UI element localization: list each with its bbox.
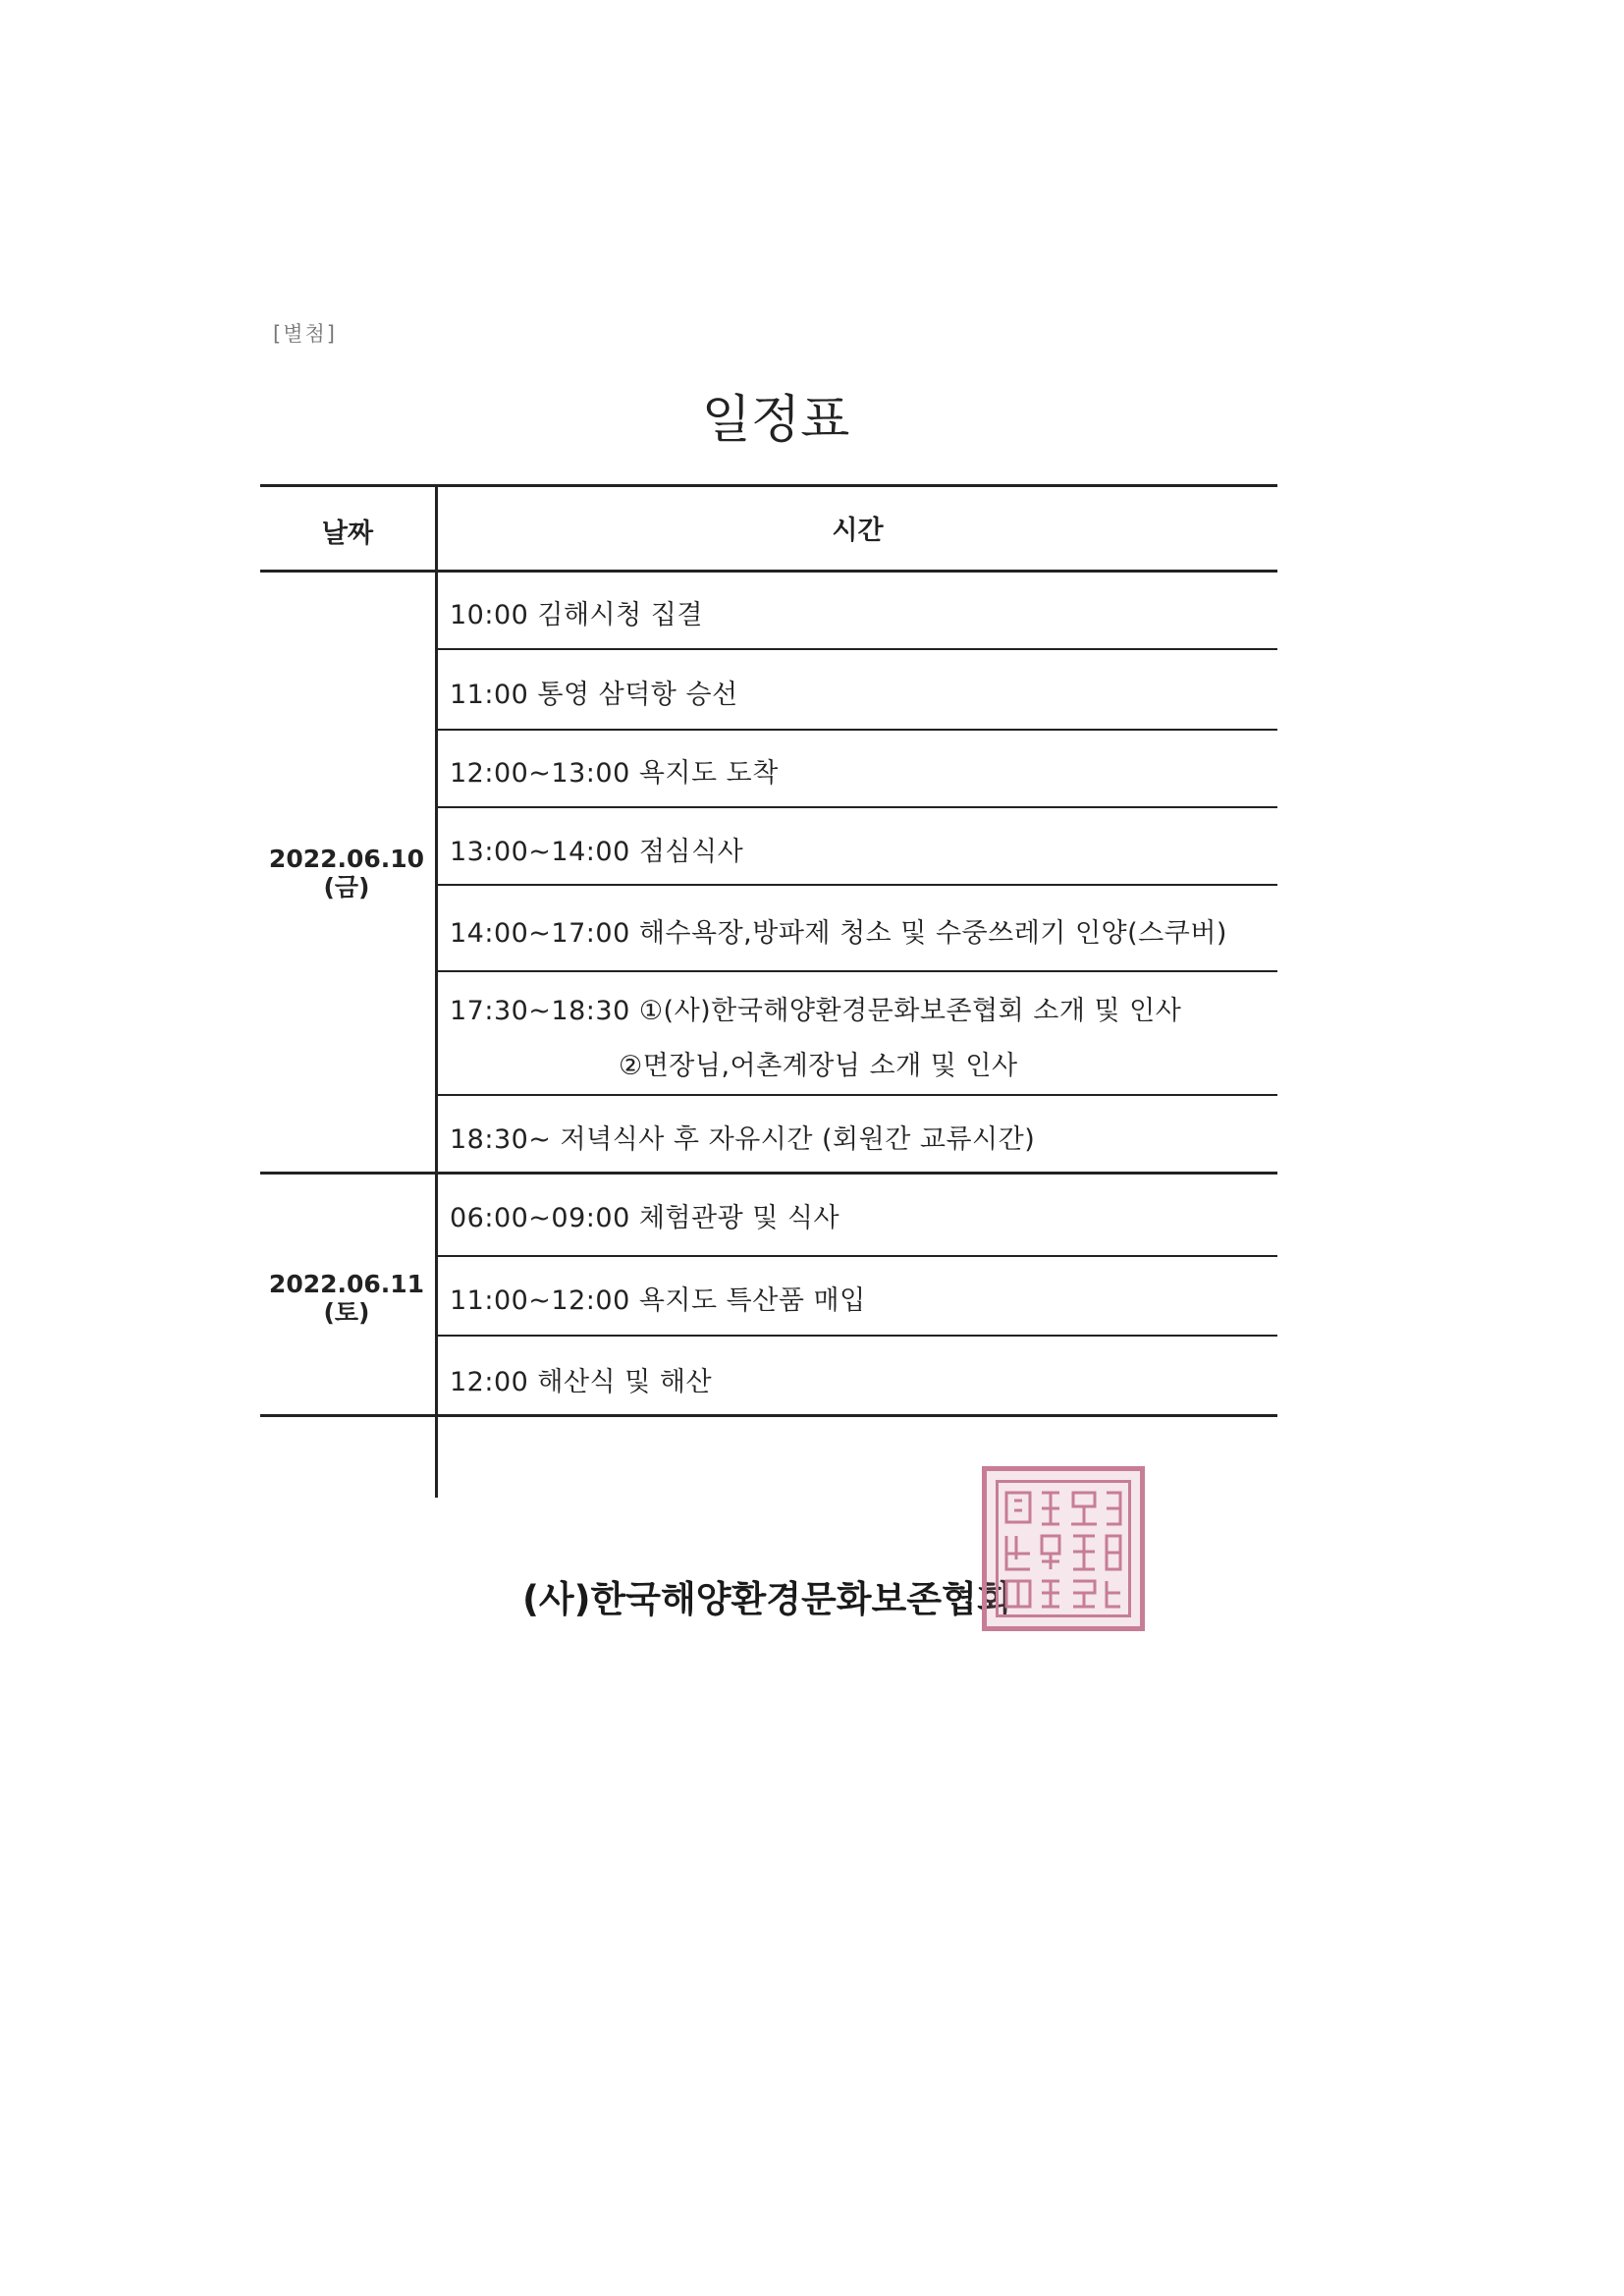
header-bottom-rule bbox=[260, 570, 1277, 573]
schedule-row: 12:00 해산식 및 해산 bbox=[450, 1367, 713, 1397]
date-cell bbox=[263, 845, 430, 902]
date-value: 2022.06.10 bbox=[268, 845, 425, 873]
attachment-label: [별첨] bbox=[273, 322, 337, 346]
row-divider bbox=[437, 806, 1277, 808]
group-divider bbox=[260, 1172, 1277, 1175]
header-date: 날짜 bbox=[321, 519, 374, 549]
schedule-row: 13:00~14:00 점심식사 bbox=[450, 837, 744, 867]
date-value: 2022.06.11 bbox=[268, 1270, 425, 1298]
table-top-rule bbox=[260, 484, 1277, 487]
schedule-row: 10:00 김해시청 집결 bbox=[450, 600, 703, 630]
schedule-row: 06:00~09:00 체험관광 및 식사 bbox=[450, 1203, 840, 1233]
row-divider bbox=[437, 884, 1277, 886]
schedule-row: 18:30~ 저녁식사 후 자유시간 (회원간 교류시간) bbox=[450, 1124, 1036, 1155]
schedule-row: 17:30~18:30 ①(사)한국해양환경문화보존협회 소개 및 인사 bbox=[450, 996, 1182, 1026]
schedule-row: 11:00~12:00 욕지도 특산품 매입 bbox=[450, 1285, 866, 1316]
row-divider bbox=[437, 729, 1277, 731]
official-seal-stamp bbox=[982, 1466, 1145, 1631]
schedule-row: 12:00~13:00 욕지도 도착 bbox=[450, 758, 779, 789]
seal-glyph-pattern bbox=[987, 1471, 1140, 1626]
page-title: 일정표 bbox=[701, 391, 850, 450]
schedule-row-continuation: ②면장님,어촌계장님 소개 및 인사 bbox=[619, 1051, 1018, 1081]
organization-name: (사)한국해양환경문화보존협회 bbox=[522, 1578, 1012, 1620]
header-time: 시간 bbox=[832, 516, 884, 546]
row-divider bbox=[437, 970, 1277, 972]
schedule-row: 11:00 통영 삼덕항 승선 bbox=[450, 680, 738, 710]
schedule-row: 14:00~17:00 해수욕장,방파제 청소 및 수중쓰레기 인양(스쿠버) bbox=[450, 918, 1227, 949]
row-divider bbox=[437, 1094, 1277, 1096]
row-divider bbox=[437, 1335, 1277, 1337]
table-bottom-rule bbox=[260, 1414, 1277, 1417]
weekday-value: (토) bbox=[323, 1298, 370, 1327]
row-divider bbox=[437, 648, 1277, 650]
column-divider bbox=[435, 484, 438, 1498]
row-divider bbox=[437, 1255, 1277, 1257]
weekday-value: (금) bbox=[323, 873, 370, 902]
date-cell bbox=[263, 1270, 430, 1327]
